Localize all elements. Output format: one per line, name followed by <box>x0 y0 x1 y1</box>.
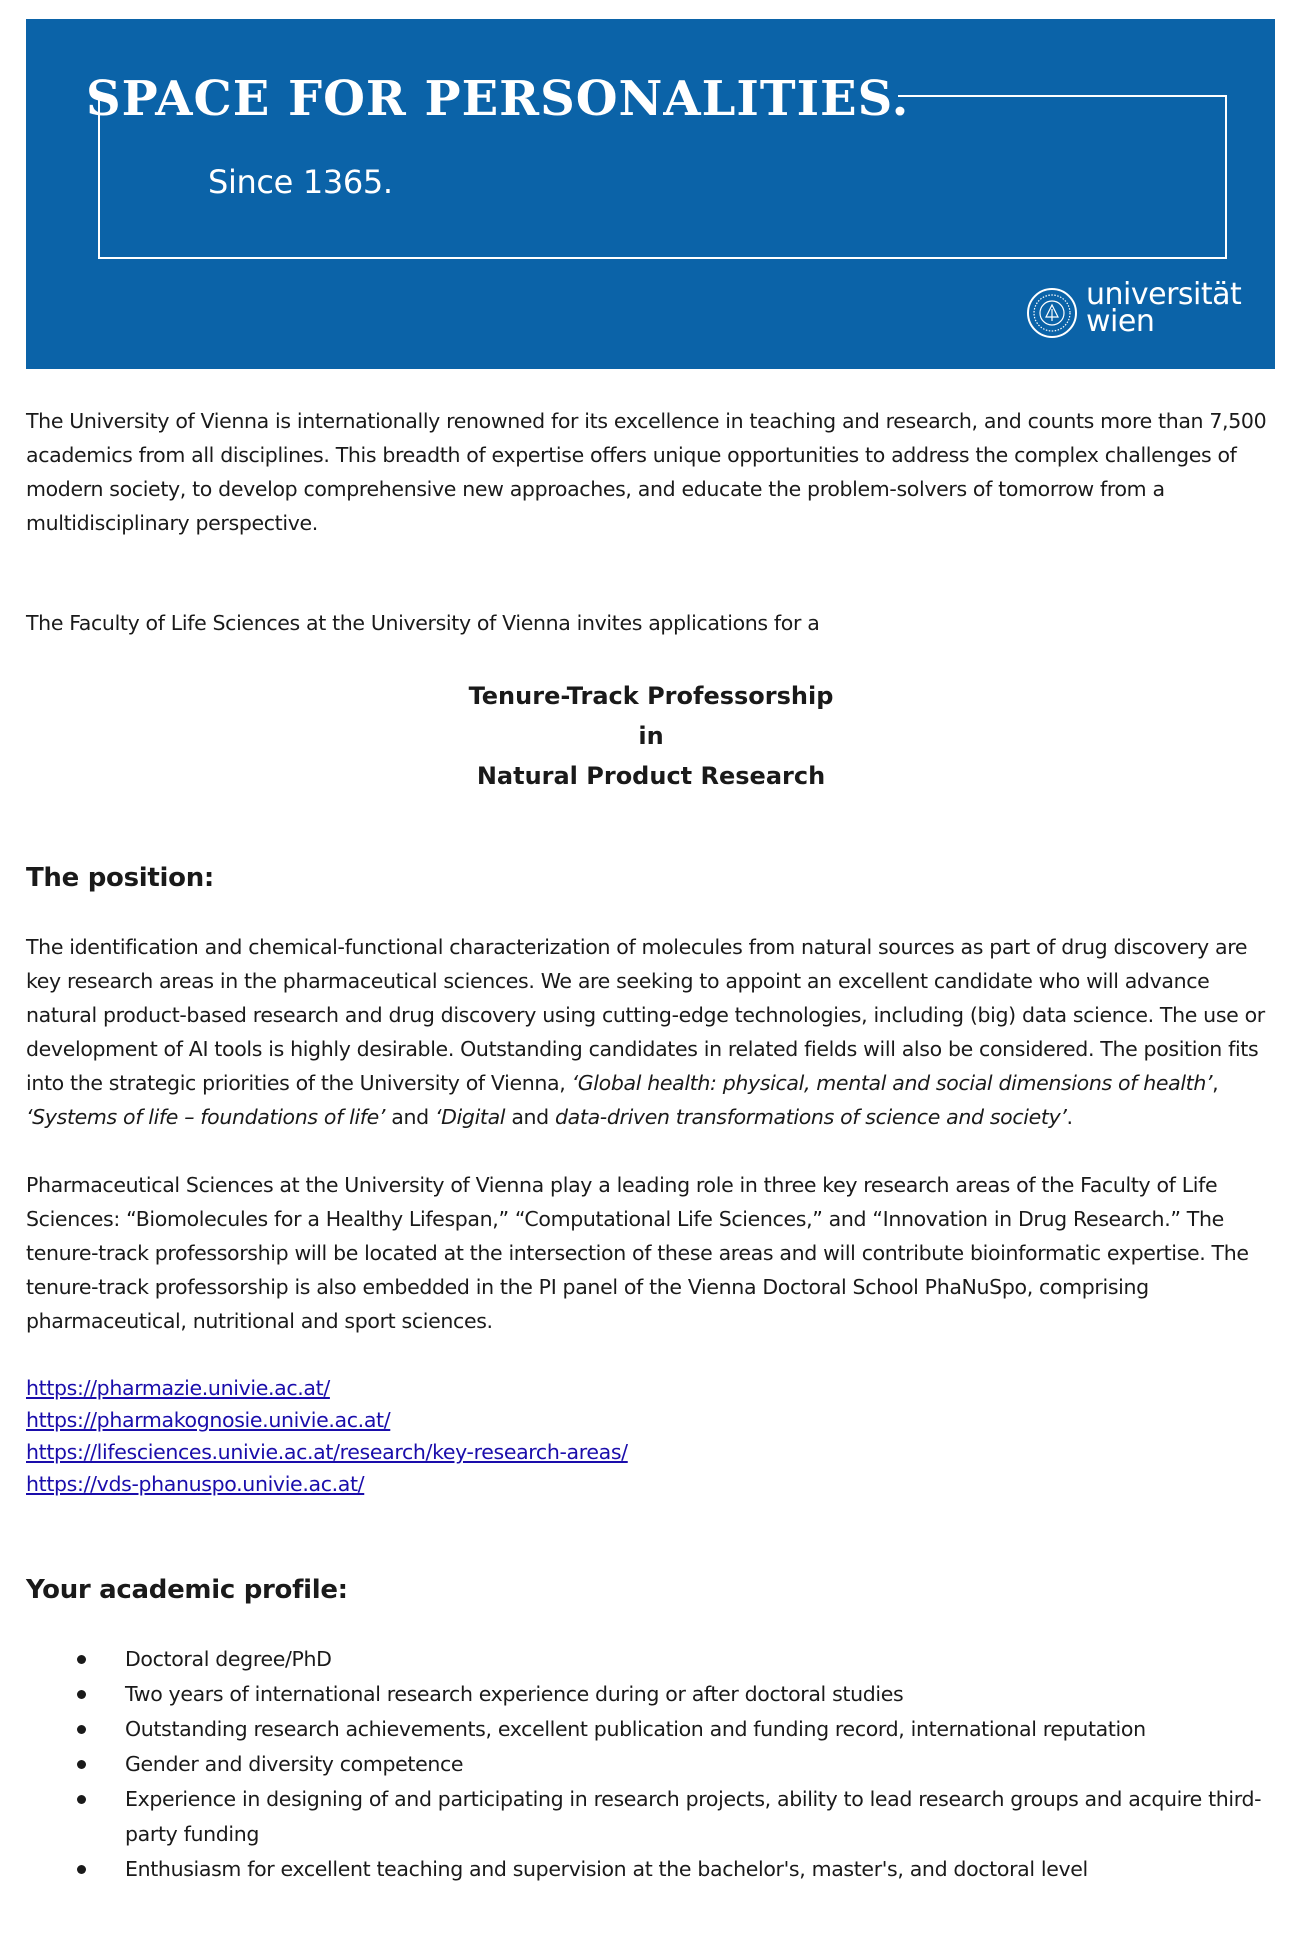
list-item: Gender and diversity competence <box>26 1747 1276 1782</box>
list-item: Two years of international research experience during or after doctoral studies <box>26 1677 1276 1712</box>
logo-line-1: universität <box>1086 277 1242 312</box>
job-title <box>26 676 1276 796</box>
list-item: Enthusiasm for excellent teaching and supervision at the bachelor's, master's, and doctoral level <box>26 1852 1276 1887</box>
list-item: Outstanding research achievements, excellent publication and funding record, international reputation <box>26 1712 1276 1747</box>
priority-systems-of-life: ‘Systems of life – foundations of life’ <box>26 1105 386 1129</box>
position-heading: The position: <box>26 863 215 893</box>
intro-paragraph: The University of Vienna is internationally renowned for its excellence in teaching and research, and counts more than 7,500 academics from all disciplines. This breadth of expertise offers unique opportunities to address the complex challenges of modern society, to develop comprehensive new approaches, and educate the problem-solvers of tomorrow from a multidisciplinary perspective. <box>26 409 1267 535</box>
link-vds-phanuspo[interactable]: https://vds-phanuspo.univie.ac.at/ <box>26 1472 365 1496</box>
banner-subtitle: Since 1365. <box>208 163 393 201</box>
link-key-research-areas[interactable]: https://lifesciences.univie.ac.at/research/key-research-areas/ <box>26 1440 628 1464</box>
link-list <box>26 1372 1276 1500</box>
logo-line-2: wien <box>1086 304 1155 339</box>
logo-wordmark <box>1086 277 1242 339</box>
invite-paragraph: The Faculty of Life Sciences at the University of Vienna invites applications for a <box>26 611 820 635</box>
job-title-line-1: Tenure-Track Professorship <box>468 682 834 710</box>
priority-global-health: ‘Global health: physical, mental and social dimensions of health’ <box>571 1071 1213 1095</box>
job-title-line-2: in <box>638 722 664 750</box>
banner-frame-top-line <box>898 95 1227 97</box>
position-paragraph-2: Pharmaceutical Sciences at the University of Vienna play a leading role in three key research areas of the Faculty of Life Sciences: “Biomolecules for a Healthy Lifespan,” “Computational Life Sciences,” and “Innovation in Drug Research.” The tenure-track professorship will be located at the intersection of these areas and will contribute bioinformatic expertise. The tenure-track professorship is also embedded in the PI panel of the Vienna Doctoral School PhaNuSpo, comprising pharmaceutical, nutritional and sport sciences. <box>26 1173 1249 1333</box>
priority-digital: ‘Digital <box>434 1105 506 1129</box>
university-seal-icon <box>1026 287 1078 339</box>
position-text: The identification and chemical-functional characterization of molecules from natural sources as part of drug discovery are key research areas in the pharmaceutical sciences. We are seeking to appoint an excellent candidate who will advance natural product-based research and drug discovery using cutting-edge technologies, including (big) data science. The use or development of AI tools is highly desirable. Outstanding candidates in related fields will also be considered. The position fits into the strategic priorities of the University of Vienna, <box>26 935 1265 1095</box>
document-body <box>26 404 1276 1887</box>
link-pharmakognosie[interactable]: https://pharmakognosie.univie.ac.at/ <box>26 1408 391 1432</box>
profile-list <box>26 1642 1276 1887</box>
university-logo <box>1026 277 1242 341</box>
list-item: Experience in designing of and participating in research projects, ability to lead research groups and acquire third-party funding <box>26 1782 1276 1852</box>
job-title-line-3: Natural Product Research <box>476 762 826 790</box>
profile-heading: Your academic profile: <box>26 1575 348 1605</box>
list-item: Doctoral degree/PhD <box>26 1642 1276 1677</box>
priority-data-driven: data-driven transformations of science and society’ <box>555 1105 1067 1129</box>
position-paragraph-1: The identification and chemical-functional characterization of molecules from natural sources as part of drug discovery are key research areas in the pharmaceutical sciences. We are seeking to appoint an excellent candidate who will advance natural product-based research and drug discovery using cutting-edge technologies, including (big) data science. The use or development of AI tools is highly desirable. Outstanding candidates in related fields will also be considered. The position fits into the strategic priorities of the University of Vienna, ‘Global health: physical, mental and social dimensions of health’, ‘Systems of life – foundations of life’ and ‘Digital and data-driven transformations of science and society’. <box>26 935 1265 1129</box>
banner-title: SPACE FOR PERSONALITIES. <box>86 71 910 127</box>
link-pharmazie[interactable]: https://pharmazie.univie.ac.at/ <box>26 1376 330 1400</box>
header-banner <box>26 19 1275 369</box>
